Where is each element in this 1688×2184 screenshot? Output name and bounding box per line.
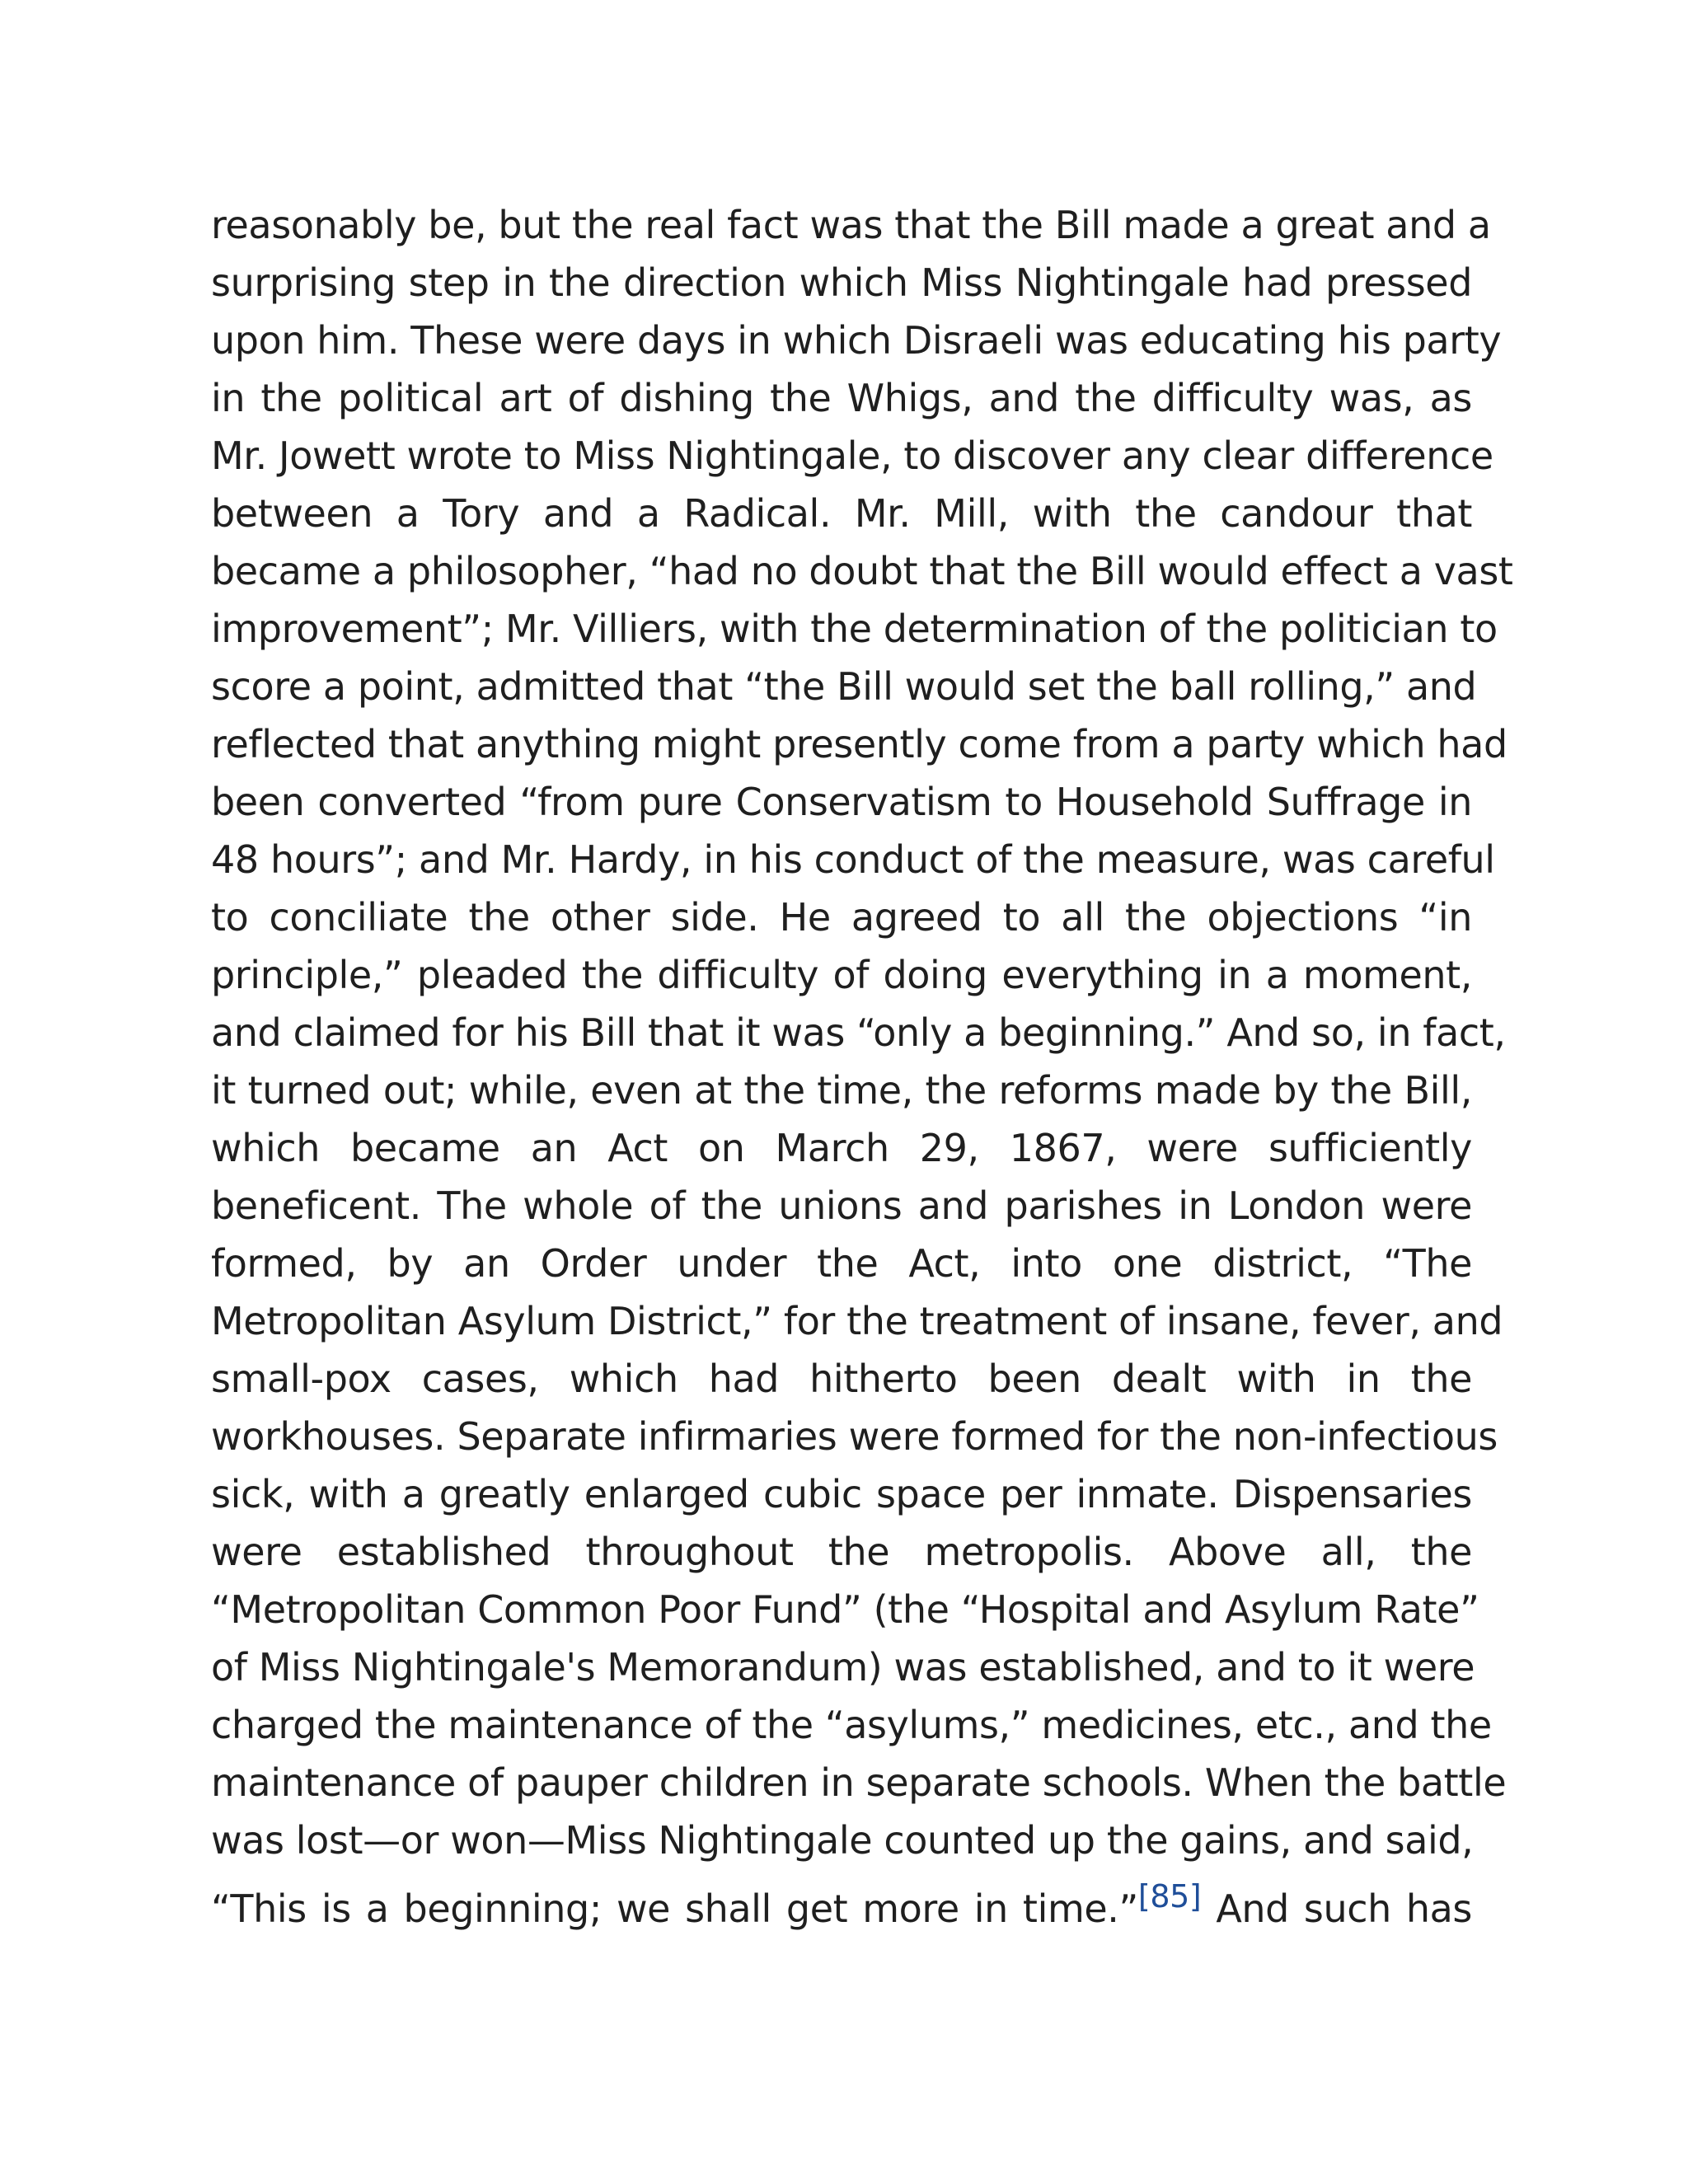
text-line: was lost—or won—Miss Nightingale counted up the gains, and said, bbox=[211, 1818, 1474, 1863]
text-line: small-pox cases, which had hitherto been dealt with in the bbox=[211, 1357, 1472, 1401]
text-line: it turned out; while, even at the time, the reforms made by the Bill, bbox=[211, 1068, 1472, 1113]
text-line: and claimed for his Bill that it was “only a beginning.” And so, in fact, bbox=[211, 1010, 1506, 1055]
text-line: upon him. These were days in which Disraeli was educating his party bbox=[211, 318, 1502, 363]
text-line: formed, by an Order under the Act, into one district, “The bbox=[211, 1241, 1472, 1286]
text-line: became a philosopher, “had no doubt that the Bill would effect a vast bbox=[211, 549, 1513, 593]
text-line: reasonably be, but the real fact was that the Bill made a great and a bbox=[211, 203, 1491, 247]
text-line: 48 hours”; and Mr. Hardy, in his conduct of the measure, was careful bbox=[211, 837, 1495, 882]
text-line: reflected that anything might presently come from a party which had bbox=[211, 722, 1507, 766]
footnote-link[interactable]: [85] bbox=[1137, 1878, 1202, 1915]
text-line: which became an Act on March 29, 1867, were sufficiently bbox=[211, 1126, 1472, 1170]
text-line: between a Tory and a Radical. Mr. Mill, with the candour that bbox=[211, 491, 1472, 536]
text-line: score a point, admitted that “the Bill would set the ball rolling,” and bbox=[211, 664, 1477, 709]
text-line: Mr. Jowett wrote to Miss Nightingale, to discover any clear difference bbox=[211, 434, 1493, 478]
text-line: principle,” pleaded the difficulty of doing everything in a moment, bbox=[211, 953, 1472, 997]
text-line: been converted “from pure Conservatism to Household Suffrage in bbox=[211, 780, 1472, 824]
text-segment: And such has bbox=[1201, 1886, 1472, 1931]
text-line: beneficent. The whole of the unions and parishes in London were bbox=[211, 1183, 1472, 1228]
text-line: in the political art of dishing the Whigs, and the difficulty was, as bbox=[211, 376, 1472, 420]
body-paragraph bbox=[211, 196, 1513, 1948]
text-line: sick, with a greatly enlarged cubic space per inmate. Dispensaries bbox=[211, 1472, 1472, 1516]
text-line: surprising step in the direction which Miss Nightingale had pressed bbox=[211, 260, 1472, 305]
text-line: to conciliate the other side. He agreed to all the objections “in bbox=[211, 895, 1472, 940]
text-line: workhouses. Separate infirmaries were formed for the non-infectious bbox=[211, 1414, 1498, 1459]
text-line: charged the maintenance of the “asylums,” medicines, etc., and the bbox=[211, 1703, 1492, 1747]
text-line: Metropolitan Asylum District,” for the treatment of insane, fever, and bbox=[211, 1299, 1503, 1343]
text-line: maintenance of pauper children in separate schools. When the battle bbox=[211, 1760, 1507, 1805]
text-line-with-footnote bbox=[211, 1869, 1472, 1948]
text-line: were established throughout the metropolis. Above all, the bbox=[211, 1530, 1472, 1574]
text-line: “Metropolitan Common Poor Fund” (the “Hospital and Asylum Rate” bbox=[211, 1587, 1479, 1632]
text-line: improvement”; Mr. Villiers, with the determination of the politician to bbox=[211, 607, 1498, 651]
text-line: of Miss Nightingale's Memorandum) was established, and to it were bbox=[211, 1645, 1475, 1690]
text-segment: “This is a beginning; we shall get more in time.” bbox=[211, 1886, 1138, 1931]
